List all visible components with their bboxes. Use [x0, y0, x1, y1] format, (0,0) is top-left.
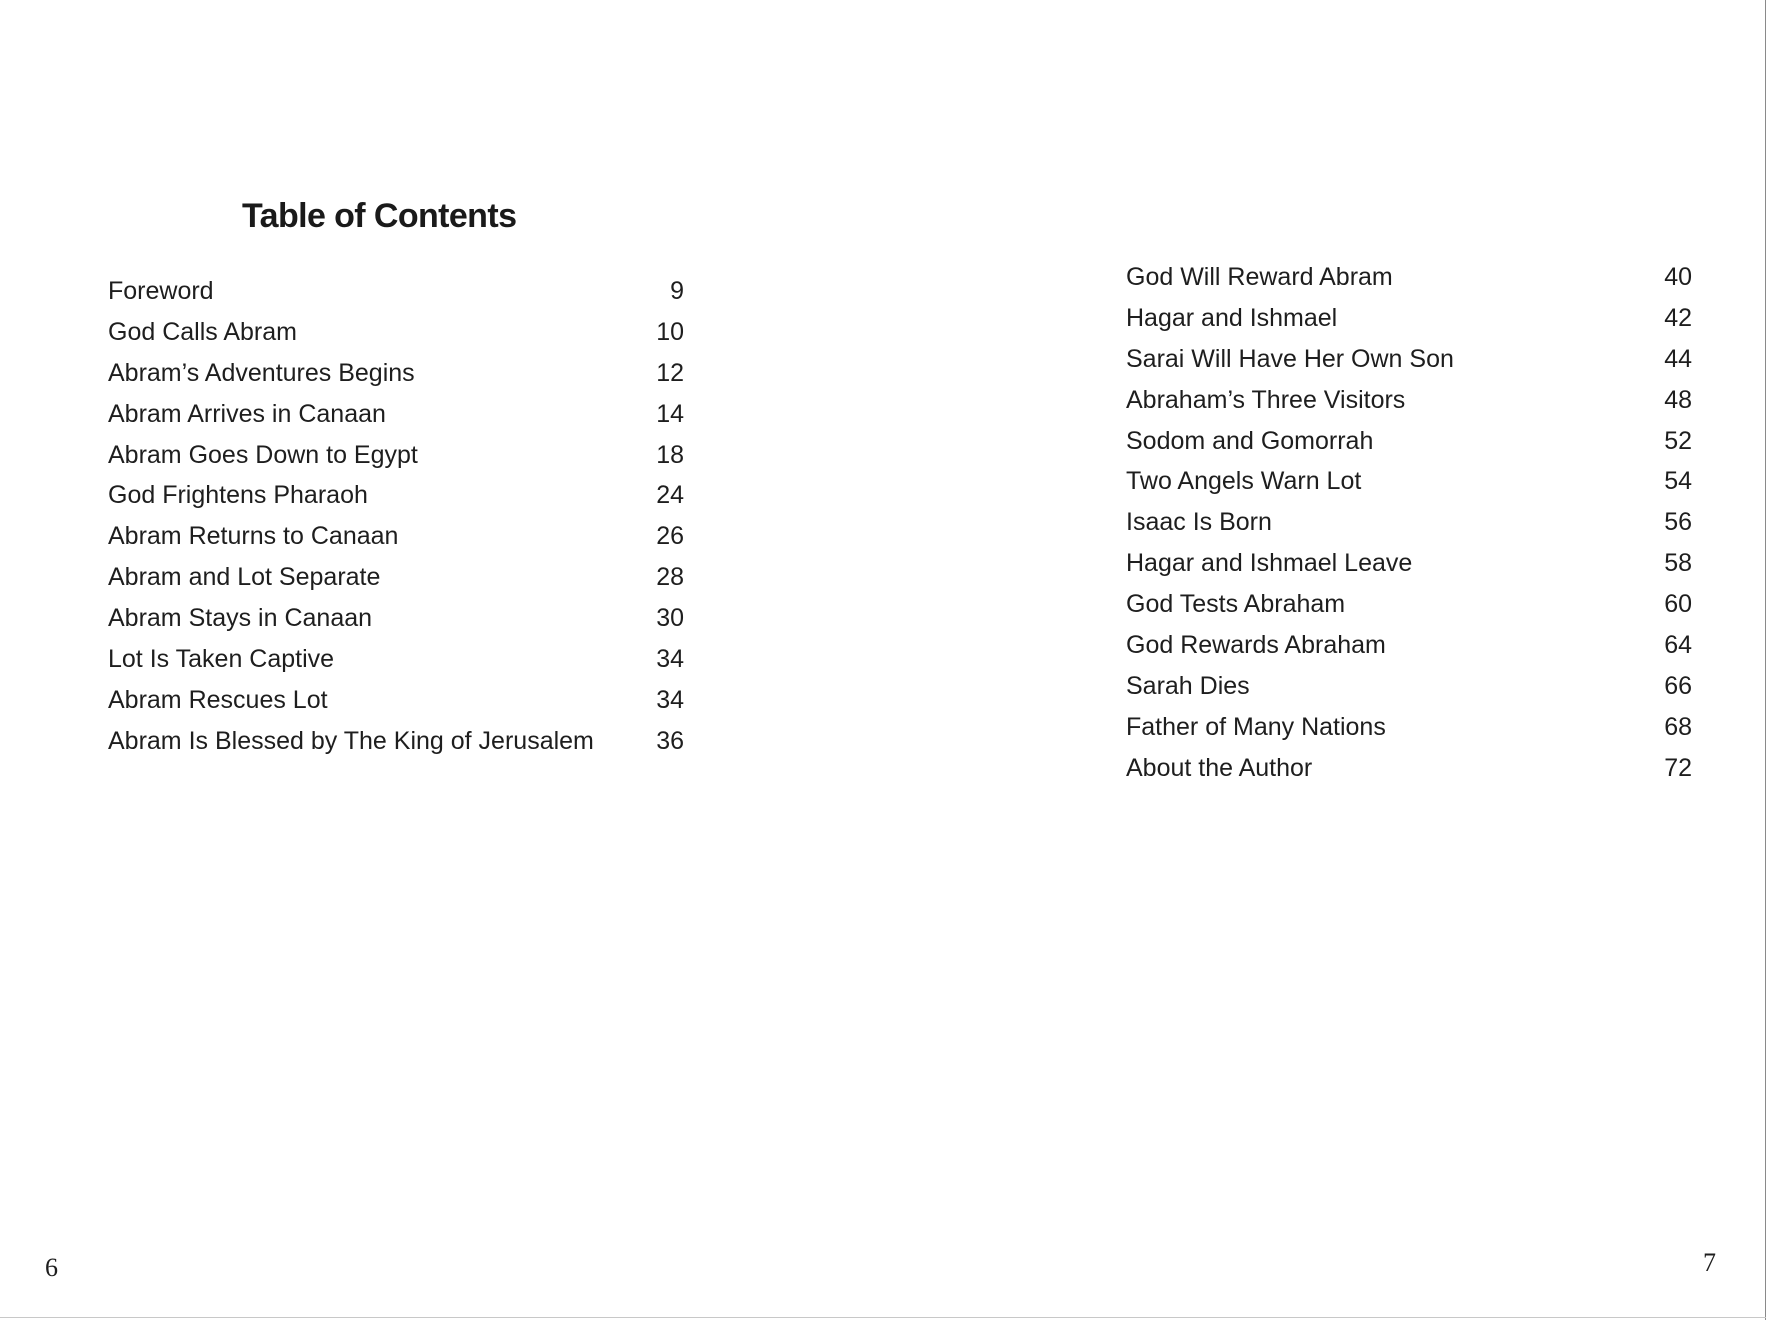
toc-entry-title: Abram Rescues Lot — [108, 685, 328, 714]
toc-entry-title: Hagar and Ishmael Leave — [1126, 549, 1413, 578]
toc-entry-page-number: 42 — [1664, 303, 1692, 332]
toc-entry-page-number: 40 — [1664, 263, 1692, 291]
toc-entry — [108, 721, 684, 762]
page-number-left: 6 — [45, 1253, 58, 1282]
toc-entry-page-number: 34 — [656, 645, 684, 674]
toc-entry — [1126, 748, 1692, 789]
toc-entry-page-number: 28 — [656, 563, 684, 592]
toc-entry-page-number: 60 — [1664, 590, 1692, 619]
toc-entry-page-number: 66 — [1664, 671, 1692, 700]
toc-entry-title: Abram Goes Down to Egypt — [108, 440, 418, 469]
toc-entry-title: Isaac Is Born — [1126, 508, 1272, 537]
toc-entry-page-number: 56 — [1664, 508, 1692, 537]
toc-entry-page-number: 30 — [656, 604, 684, 633]
toc-entry-title: Sodom and Gomorrah — [1126, 426, 1374, 455]
toc-entry-page-number: 52 — [1664, 426, 1692, 455]
toc-entry — [1126, 543, 1692, 584]
page-title: Table of Contents — [242, 197, 517, 235]
toc-entry-title: Abram Returns to Canaan — [108, 522, 399, 551]
toc-entry-title: Abram and Lot Separate — [108, 563, 381, 592]
toc-entry — [108, 516, 684, 557]
toc-entry — [108, 680, 684, 721]
toc-entry-title: Two Angels Warn Lot — [1126, 467, 1362, 496]
toc-entry-page-number: 9 — [670, 277, 684, 305]
toc-entry-title: Father of Many Nations — [1126, 712, 1386, 741]
toc-entry — [1126, 298, 1692, 339]
toc-entry-title: Sarah Dies — [1126, 671, 1250, 700]
toc-entry-page-number: 44 — [1664, 344, 1692, 373]
toc-entry — [1126, 502, 1692, 543]
toc-entry-title: Abram Stays in Canaan — [108, 604, 373, 633]
toc-entry-title: Lot Is Taken Captive — [108, 645, 335, 674]
toc-entry-title: Abram’s Adventures Begins — [108, 358, 415, 387]
toc-entry — [1126, 421, 1692, 462]
toc-entry — [108, 312, 684, 353]
toc-entry-page-number: 14 — [656, 399, 684, 428]
toc-entry-title: Hagar and Ishmael — [1126, 303, 1338, 332]
toc-entry — [1126, 339, 1692, 380]
toc-entry — [1126, 257, 1692, 298]
toc-entry — [108, 271, 684, 312]
toc-entry-title: God Tests Abraham — [1126, 590, 1346, 619]
toc-entry-page-number: 48 — [1664, 385, 1692, 414]
toc-entry-page-number: 72 — [1664, 753, 1692, 782]
toc-entry-page-number: 54 — [1664, 467, 1692, 496]
toc-entry-title: About the Author — [1126, 753, 1313, 782]
toc-entry-page-number: 12 — [656, 358, 684, 387]
toc-entry — [1126, 380, 1692, 421]
toc-entry — [1126, 461, 1692, 502]
page-edge-divider — [1765, 0, 1766, 1320]
toc-entry — [1126, 584, 1692, 625]
page-number-right: 7 — [1703, 1248, 1716, 1277]
toc-entry-page-number: 18 — [656, 440, 684, 469]
toc-entry-page-number: 68 — [1664, 712, 1692, 741]
toc-entry-page-number: 24 — [656, 481, 684, 510]
toc-entry — [108, 557, 684, 598]
toc-entry-page-number: 10 — [656, 317, 684, 346]
toc-entry — [108, 394, 684, 435]
toc-entry — [1126, 625, 1692, 666]
toc-entry-title: God Rewards Abraham — [1126, 631, 1386, 660]
toc-entry-title: God Will Reward Abram — [1126, 263, 1393, 291]
toc-entry-title: God Frightens Pharaoh — [108, 481, 368, 510]
toc-entry — [1126, 707, 1692, 748]
toc-entry — [108, 598, 684, 639]
toc-entry-page-number: 36 — [656, 726, 684, 755]
toc-entry — [108, 353, 684, 394]
toc-entry-page-number: 58 — [1664, 549, 1692, 578]
toc-entry — [108, 639, 684, 680]
toc-list-left — [108, 271, 684, 762]
toc-entry-title: Sarai Will Have Her Own Son — [1126, 344, 1454, 373]
toc-entry-page-number: 26 — [656, 522, 684, 551]
toc-entry — [108, 475, 684, 516]
toc-entry-title: Abram Arrives in Canaan — [108, 399, 386, 428]
toc-list-right — [1126, 257, 1692, 789]
toc-entry-page-number: 34 — [656, 685, 684, 714]
toc-entry-title: Abraham’s Three Visitors — [1126, 385, 1406, 414]
toc-entry-title: God Calls Abram — [108, 317, 297, 346]
toc-entry — [108, 435, 684, 476]
toc-entry-page-number: 64 — [1664, 631, 1692, 660]
toc-entry-title: Abram Is Blessed by The King of Jerusalem — [108, 726, 594, 755]
toc-entry — [1126, 666, 1692, 707]
page-bottom-edge — [0, 1317, 1766, 1318]
toc-entry-title: Foreword — [108, 277, 214, 305]
